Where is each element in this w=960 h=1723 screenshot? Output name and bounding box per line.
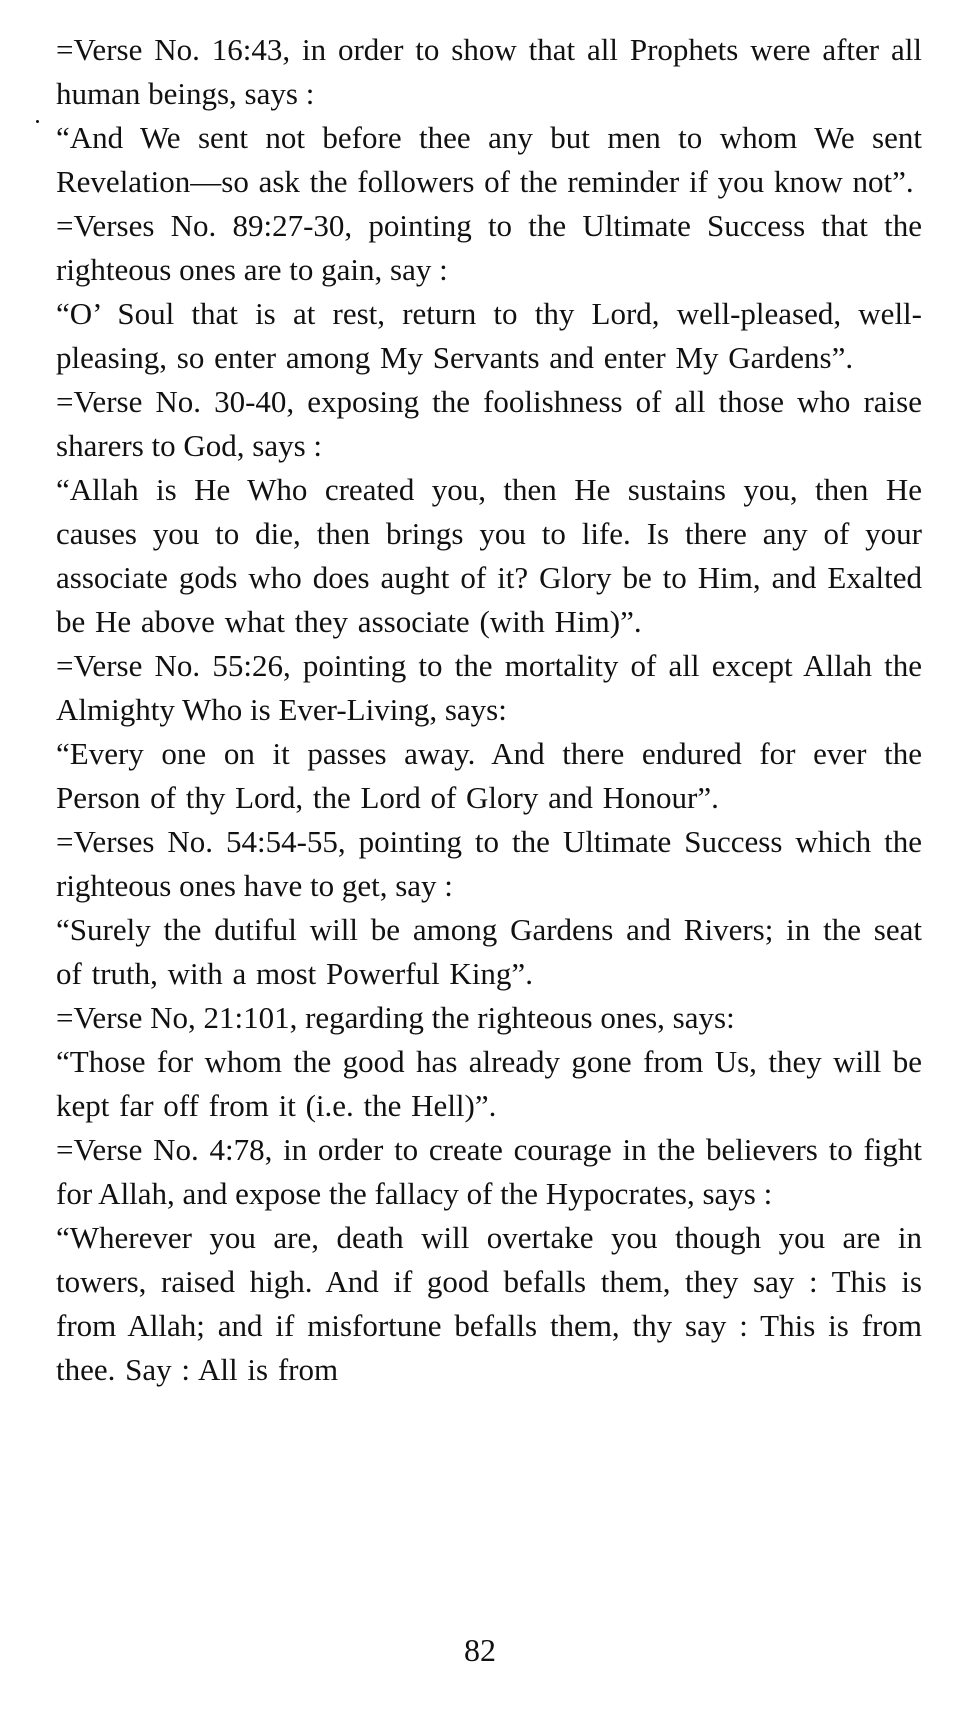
quote-4-78: “Wherever you are, death will overtake you though you are in towers, raised high. And if good befalls them, they say : This is from Allah; and if misfortune befalls them, thy say : This is from thee. Say : All is from [56, 1220, 922, 1387]
quote-21-101: “Those for whom the good has already gone from Us, they will be kept far off from it (i.e. the Hell)”. [56, 1044, 922, 1123]
verse-reference-21-101: =Verse No, 21:101, regarding the righteous ones, says: [56, 1000, 735, 1035]
quote-89-27-30: “O’ Soul that is at rest, return to thy Lord, well-pleased, well-pleasing, so enter among My Servants and enter My Gardens”. [56, 296, 922, 375]
verse-reference-89-27-30: =Verses No. 89:27-30, pointing to the Ultimate Success that the righteous ones are to gain, say : [56, 208, 922, 287]
page-number: 82 [464, 1632, 496, 1668]
verse-reference-16-43: =Verse No. 16:43, in order to show that all Prophets were after all human beings, says : [56, 32, 922, 111]
scan-speck [36, 120, 39, 123]
verse-reference-4-78: =Verse No. 4:78, in order to create courage in the believers to fight for Allah, and expose the fallacy of the Hypocrates, says : [56, 1132, 922, 1211]
quote-16-43: “And We sent not before thee any but men to whom We sent Revelation—so ask the followers of the reminder if you know not”. [56, 120, 922, 199]
verse-reference-54-54-55: =Verses No. 54:54-55, pointing to the Ultimate Success which the righteous ones have to get, say : [56, 824, 922, 903]
verse-reference-55-26: =Verse No. 55:26, pointing to the mortality of all except Allah the Almighty Who is Ever-Living, says: [56, 648, 922, 727]
page-body [56, 28, 922, 1392]
verse-reference-30-40: =Verse No. 30-40, exposing the foolishness of all those who raise sharers to God, says : [56, 384, 922, 463]
quote-30-40: “Allah is He Who created you, then He sustains you, then He causes you to die, then brings you to life. Is there any of your associate gods who does aught of it? Glory be to Him, and Exalted be He above what they associate (with Him)”. [56, 472, 922, 639]
quote-55-26: “Every one on it passes away. And there endured for ever the Person of thy Lord, the Lord of Glory and Honour”. [56, 736, 922, 815]
quote-54-54-55: “Surely the dutiful will be among Gardens and Rivers; in the seat of truth, with a most Powerful King”. [56, 912, 922, 991]
